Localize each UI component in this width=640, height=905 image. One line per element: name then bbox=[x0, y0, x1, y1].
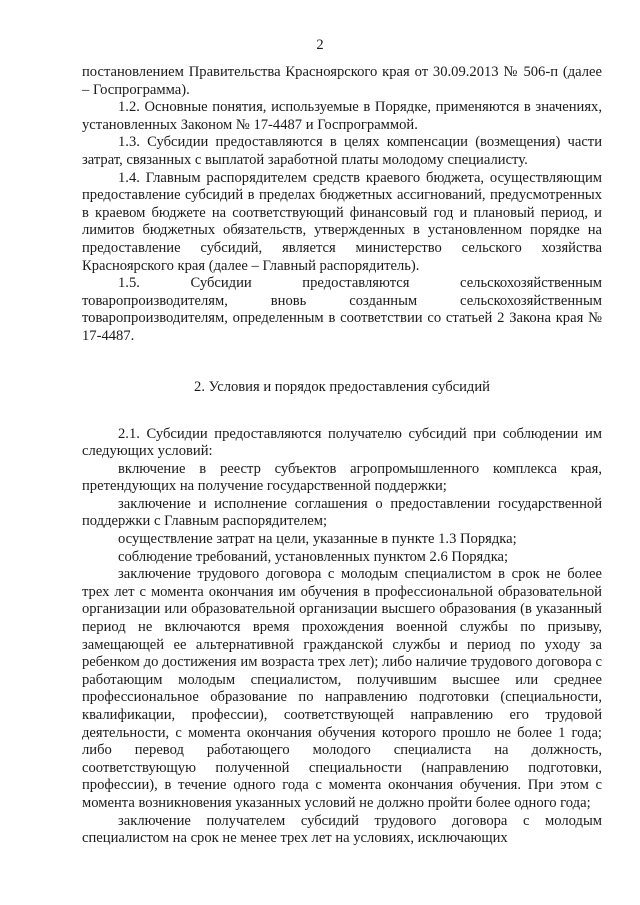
paragraph: постановлением Правительства Красноярского края от 30.09.2013 № 506-п (далее – Госпрограмма). bbox=[82, 64, 602, 98]
page-number: 2 bbox=[316, 37, 324, 53]
paragraph: заключение получателем субсидий трудового договора с молодым специалистом на срок не менее трех лет на условиях, исключающих bbox=[82, 812, 602, 847]
paragraph: 1.5. Субсидии предоставляются сельскохозяйственным товаропроизводителям, вновь созданным сельскохозяйственным товаропроизводителям, определенным в соответствии со статьей 2 Закона края № 17-4487. bbox=[82, 275, 602, 344]
paragraph: 2.1. Субсидии предоставляются получателю субсидий при соблюдении им следующих условий: bbox=[82, 425, 602, 460]
paragraph: заключение и исполнение соглашения о предоставлении государственной поддержки с Главным распорядителем; bbox=[82, 495, 602, 530]
paragraph: заключение трудового договора с молодым специалистом в срок не более трех лет с момента окончания им обучения в профессиональной образовательной организации или образовательной организации высшего образования (в указанный период не включаются время прохождения военной службы по призыву, замещающей ее альтернативной гражданской службы и период по уходу за ребенком до достижения им возраста трех лет); либо наличие трудового договора с работающим молодым специалистом, получившим высшее или среднее профессиональное образование по направлению подготовки (специальности, квалификации, профессии), соответствующей направлению его трудовой деятельности, с момента окончания обучения которого прошло не более 1 года; либо перевод работающего молодого специалиста на должность, соответствующую полученной специальности (направлению подготовки, профессии), в течение одного года с момента окончания обучения. При этом с момента возникновения указанных условий не должно пройти более одного года; bbox=[82, 566, 602, 811]
paragraph: соблюдение требований, установленных пунктом 2.6 Порядка; bbox=[118, 548, 509, 565]
document-body bbox=[82, 64, 602, 848]
paragraph: осуществление затрат на цели, указанные в пункте 1.3 Порядка; bbox=[118, 531, 517, 548]
paragraph: 1.3. Субсидии предоставляются в целях компенсации (возмещения) части затрат, связанных с выплатой заработной платы молодому специалисту. bbox=[82, 134, 602, 168]
paragraph: 1.2. Основные понятия, используемые в Порядке, применяются в значениях, установленных Законом № 17-4487 и Госпрограммой. bbox=[82, 99, 602, 133]
paragraph: включение в реестр субъектов агропромышленного комплекса края, претендующих на получение государственной поддержки; bbox=[82, 460, 602, 495]
section-heading: 2. Условия и порядок предоставления субсидий bbox=[194, 378, 490, 395]
paragraph: 1.4. Главным распорядителем средств краевого бюджета, осуществляющим предоставление субсидий в пределах бюджетных ассигнований, предусмотренных в краевом бюджете на соответствующий финансовый год и плановый период, и лимитов бюджетных обязательств, утвержденных в установленном порядке на предоставление субсидий, является министерство сельского хозяйства Красноярского края (далее – Главный распорядитель). bbox=[82, 169, 602, 274]
